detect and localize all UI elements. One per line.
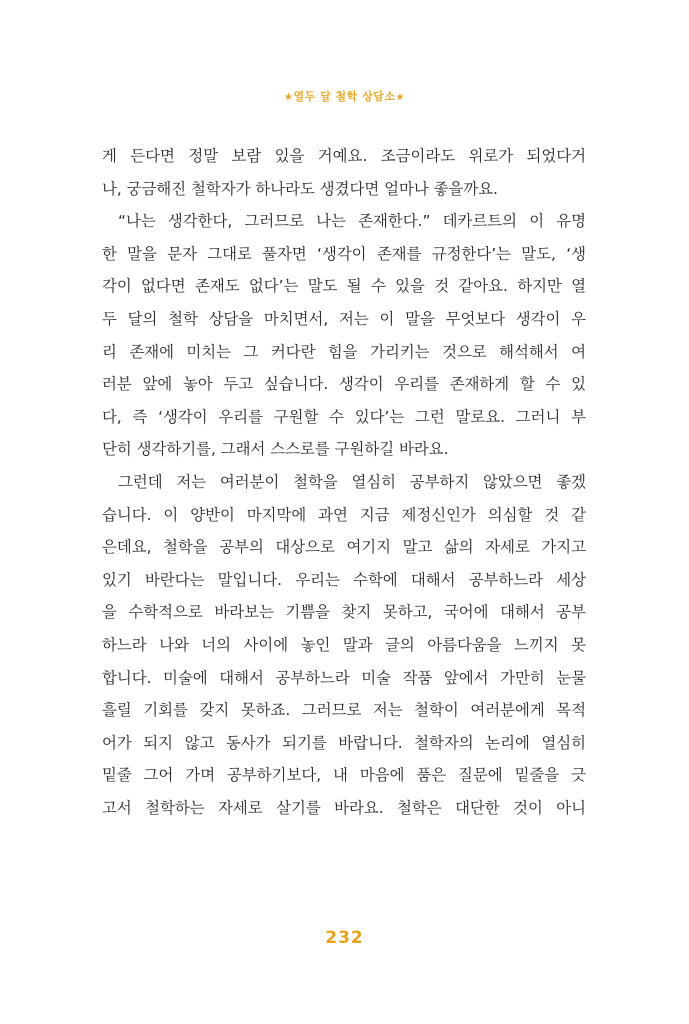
text-line: 두 달의 철학 상담을 마치면서, 저는 이 말을 무엇보다 생각이 우 xyxy=(102,309,586,328)
text-line: 다, 즉 ‘생각이 우리를 구원할 수 있다’는 그런 말로요. 그러니 부 xyxy=(102,407,586,426)
text-line: 하느라 나와 너의 사이에 놓인 말과 글의 아름다움을 느끼지 못 xyxy=(102,635,586,654)
text-line: 리 존재에 미치는 그 커다란 힘을 가리키는 것으로 해석해서 여 xyxy=(102,342,586,361)
text-line: 고서 철학하는 자세로 살기를 바라요. 철학은 대단한 것이 아니 xyxy=(102,798,586,817)
paragraph-2 xyxy=(102,205,586,466)
text-line: 한 말을 문자 그대로 풀자면 ‘생각이 존재를 규정한다’는 말도, ‘생 xyxy=(102,244,586,263)
paragraph-1 xyxy=(102,140,586,205)
text-line: 어가 되지 않고 동사가 되기를 바랍니다. 철학자의 논리에 열심히 xyxy=(102,733,586,752)
text-line: 을 수학적으로 바라보는 기쁨을 찾지 못하고, 국어에 대해서 공부 xyxy=(102,603,586,622)
running-header xyxy=(0,88,689,104)
star-left-icon: ★ xyxy=(284,92,294,103)
text-line: 있기 바란다는 말입니다. 우리는 수학에 대해서 공부하느라 세상 xyxy=(102,570,586,589)
text-line: 습니다. 이 양반이 마지막에 과연 지금 제정신인가 의심할 것 같 xyxy=(102,505,586,524)
paragraph-3 xyxy=(102,466,586,825)
text-line: 단히 생각하기를, 그래서 스스로를 구원하길 바라요. xyxy=(102,440,449,459)
text-line: 밑줄 그어 가며 공부하기보다, 내 마음에 품은 질문에 밑줄을 긋 xyxy=(102,766,586,785)
text-line: 합니다. 미술에 대해서 공부하느라 미술 작품 앞에서 가만히 눈물 xyxy=(102,668,586,687)
text-line: 게 든다면 정말 보람 있을 거예요. 조금이라도 위로가 되었다거 xyxy=(102,147,586,165)
text-line: “나는 생각한다, 그러므로 나는 존재한다.” 데카르트의 이 유명 xyxy=(118,212,586,231)
text-line: 흘릴 기회를 갖지 못하죠. 그러므로 저는 철학이 여러분에게 목적 xyxy=(102,701,586,720)
page-number: 232 xyxy=(325,928,364,948)
body-text xyxy=(102,140,586,824)
star-right-icon: ★ xyxy=(395,92,405,103)
text-line: 러분 앞에 놓아 두고 싶습니다. 생각이 우리를 존재하게 할 수 있 xyxy=(102,375,586,394)
text-line: 나, 궁금해진 철학자가 하나라도 생겼다면 얼마나 좋을까요. xyxy=(102,179,498,198)
text-line: 그런데 저는 여러분이 철학을 열심히 공부하지 않았으면 좋겠 xyxy=(118,472,586,491)
text-line: 은데요, 철학을 공부의 대상으로 여기지 말고 삶의 자세로 가지고 xyxy=(102,538,586,557)
text-line: 각이 없다면 존재도 없다’는 말도 될 수 있을 것 같아요. 하지만 열 xyxy=(102,277,586,296)
running-header-title: 열두 달 철학 상담소 xyxy=(293,90,396,103)
